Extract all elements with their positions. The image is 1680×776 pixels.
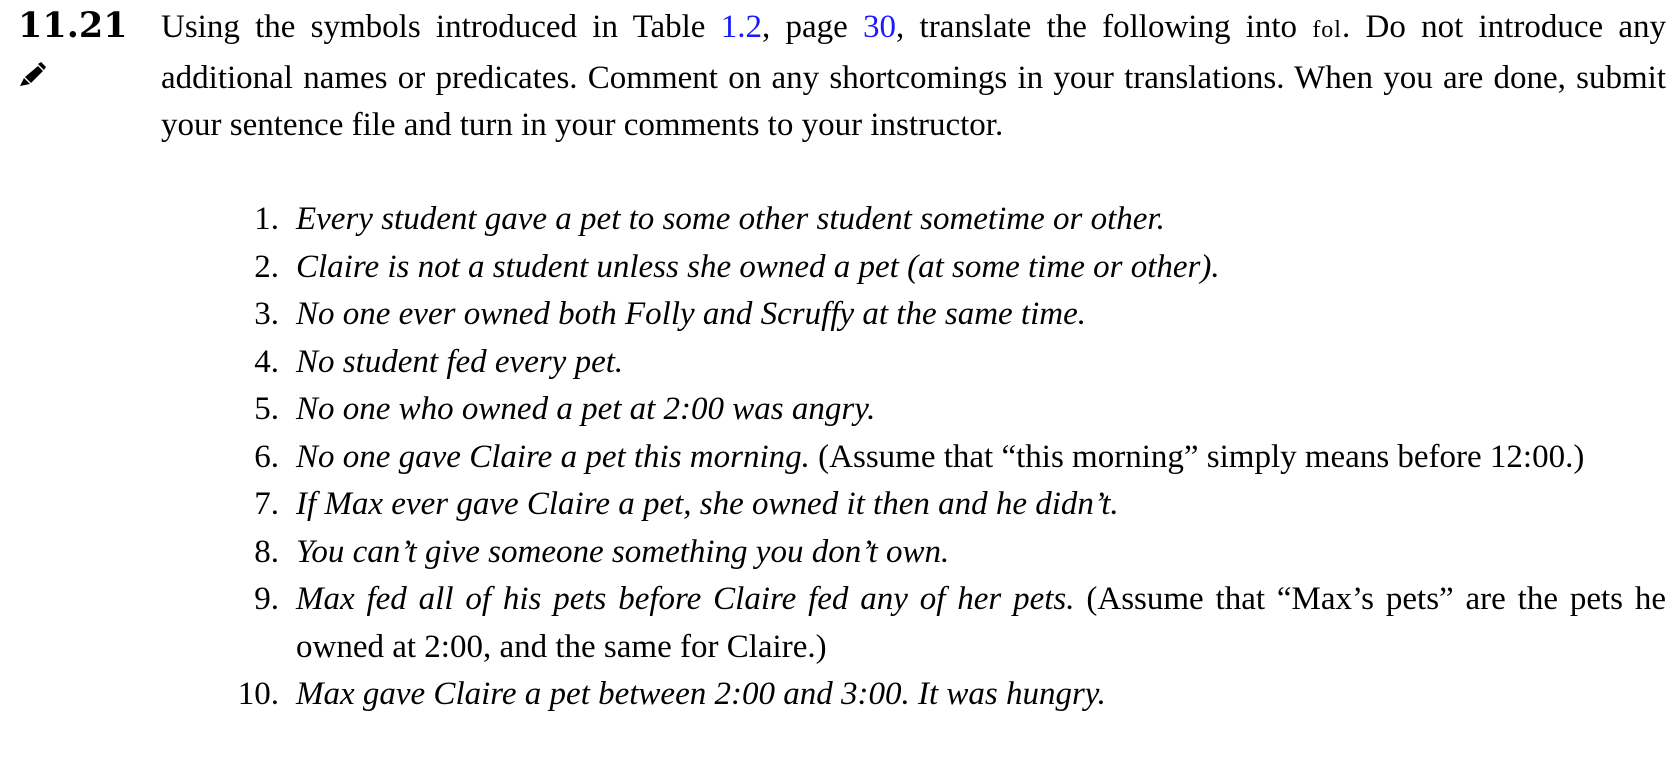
item-sentence: No one ever owned both Folly and Scruffy at the same time. — [296, 296, 1087, 332]
item-number: 10. — [237, 676, 279, 712]
item-sentence: Max fed all of his pets before Claire fed any of her pets. — [296, 581, 1075, 617]
intro-text: Using the symbols introduced in Table — [161, 9, 721, 45]
list-item — [0, 196, 1680, 244]
item-sentence: Max gave Claire a pet between 2:00 and 3:00. It was hungry. — [296, 676, 1106, 712]
list-item — [0, 339, 1680, 387]
exercise-number: 11.21 — [18, 5, 128, 46]
list-item — [0, 671, 1680, 719]
intro-text: , page — [761, 9, 864, 45]
item-sentence: Every student gave a pet to some other student sometime or other. — [296, 201, 1165, 237]
item-sentence: No one gave Claire a pet this morning. — [296, 438, 810, 475]
item-number: 2. — [254, 248, 279, 285]
list-item — [0, 291, 1680, 339]
item-number: 8. — [254, 533, 279, 570]
pencil-icon — [18, 62, 46, 88]
list-item — [0, 529, 1680, 577]
item-sentence: No one who owned a pet at 2:00 was angry. — [296, 391, 876, 427]
exercise-instructions — [161, 4, 1666, 150]
table-link[interactable]: 1.2 — [720, 9, 762, 45]
list-item — [0, 481, 1680, 529]
sentence-list — [0, 196, 1680, 719]
item-sentence: You can’t give someone something you don’t own. — [296, 533, 950, 570]
list-item — [0, 576, 1680, 671]
item-number: 4. — [254, 343, 279, 380]
item-number: 7. — [254, 486, 279, 522]
item-sentence: If Max ever gave Claire a pet, she owned it then and he didn’t. — [296, 486, 1119, 522]
item-note: (Assume that “this morning” simply means before 12:00.) — [809, 438, 1585, 475]
item-number: 9. — [254, 581, 279, 617]
item-sentence: Claire is not a student unless she owned a pet (at some time or other). — [296, 248, 1220, 285]
item-number: 5. — [254, 391, 279, 427]
intro-text: . Do not introduce any additional names or predicates. Comment on any shortcomings in your translations. When you are done, submit your sentence file and turn in your comments to your instructor. — [161, 9, 1667, 143]
intro-text: , translate the following into — [896, 9, 1313, 45]
item-note: (Assume that “Max’s pets” are the pets he owned at 2:00, and the same for Claire.) — [296, 581, 1666, 665]
list-item — [0, 434, 1680, 482]
item-sentence: No student fed every pet. — [296, 343, 624, 380]
fol-term: fol — [1312, 17, 1342, 43]
list-item — [0, 244, 1680, 292]
page-link[interactable]: 30 — [863, 9, 897, 45]
list-item — [0, 386, 1680, 434]
item-number: 3. — [254, 296, 279, 332]
item-number: 1. — [254, 201, 279, 237]
item-number: 6. — [254, 438, 279, 475]
